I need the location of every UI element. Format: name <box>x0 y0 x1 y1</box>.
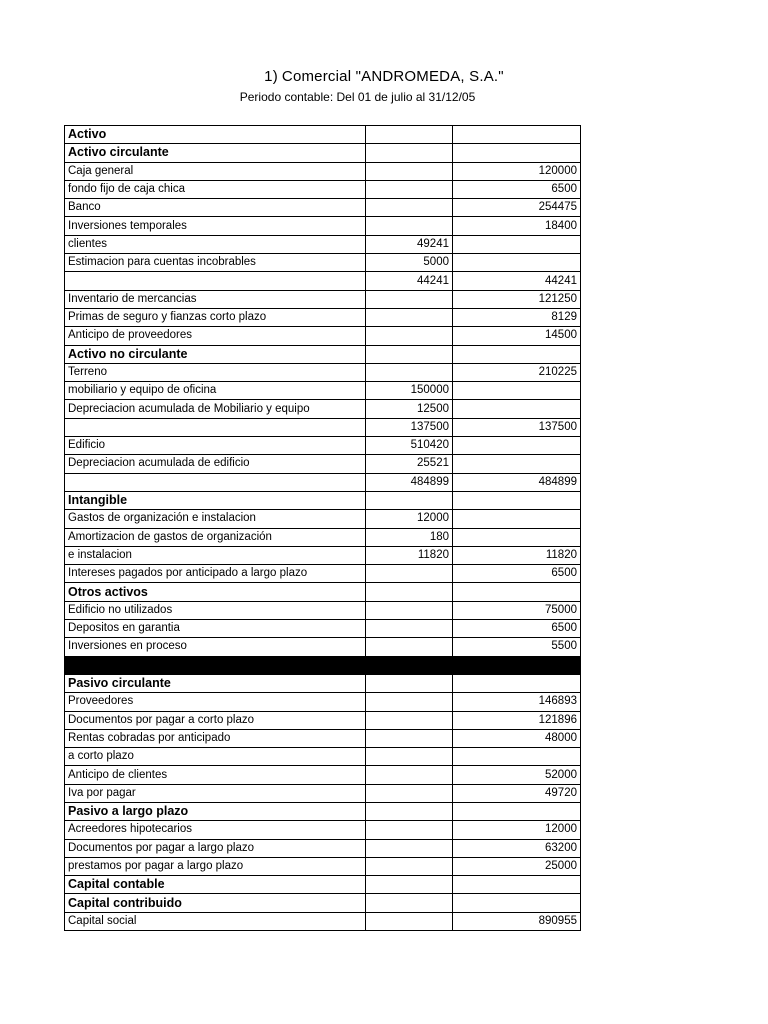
partial-amount-cell <box>366 308 453 326</box>
partial-amount-cell <box>366 620 453 638</box>
table-row <box>65 565 581 583</box>
partial-amount-cell <box>366 583 453 601</box>
total-amount-cell <box>453 894 581 912</box>
table-row <box>65 162 581 180</box>
table-row <box>65 400 581 418</box>
table-row <box>65 382 581 400</box>
account-name-cell: Depositos en garantia <box>65 620 366 638</box>
total-amount-cell: 12000 <box>453 821 581 839</box>
account-name-cell: Documentos por pagar a largo plazo <box>65 839 366 857</box>
account-name-cell: Rentas cobradas por anticipado <box>65 729 366 747</box>
table-row <box>65 601 581 619</box>
total-amount-cell <box>453 491 581 509</box>
partial-amount-cell <box>366 839 453 857</box>
partial-amount-cell: 150000 <box>366 382 453 400</box>
partial-amount-cell: 180 <box>366 528 453 546</box>
partial-amount-cell <box>366 199 453 217</box>
account-name-cell: Anticipo de clientes <box>65 766 366 784</box>
partial-amount-cell <box>366 711 453 729</box>
total-amount-cell: 210225 <box>453 363 581 381</box>
table-row <box>65 857 581 875</box>
total-amount-cell <box>453 674 581 692</box>
partial-amount-cell <box>366 821 453 839</box>
table-row <box>65 693 581 711</box>
total-amount-cell <box>453 254 581 272</box>
balance-sheet-body <box>65 126 581 931</box>
total-amount-cell: 63200 <box>453 839 581 857</box>
account-name-cell: Estimacion para cuentas incobrables <box>65 254 366 272</box>
table-row <box>65 455 581 473</box>
table-row <box>65 235 581 253</box>
table-row <box>65 821 581 839</box>
total-amount-cell <box>453 144 581 162</box>
account-name-cell: Pasivo circulante <box>65 674 366 692</box>
table-row <box>65 290 581 308</box>
partial-amount-cell: 5000 <box>366 254 453 272</box>
partial-amount-cell: 12000 <box>366 510 453 528</box>
table-row <box>65 711 581 729</box>
partial-amount-cell <box>366 144 453 162</box>
account-name-cell: Primas de seguro y fianzas corto plazo <box>65 308 366 326</box>
partial-amount-cell <box>366 162 453 180</box>
table-row <box>65 199 581 217</box>
total-amount-cell <box>453 382 581 400</box>
total-amount-cell: 121250 <box>453 290 581 308</box>
partial-amount-cell <box>366 565 453 583</box>
total-amount-cell: 146893 <box>453 693 581 711</box>
table-row <box>65 437 581 455</box>
partial-amount-cell: 484899 <box>366 473 453 491</box>
total-amount-cell: 49720 <box>453 784 581 802</box>
account-name-cell: Iva por pagar <box>65 784 366 802</box>
account-name-cell: Proveedores <box>65 693 366 711</box>
table-row <box>65 766 581 784</box>
partial-amount-cell: 49241 <box>366 235 453 253</box>
partial-amount-cell <box>366 290 453 308</box>
partial-amount-cell <box>366 180 453 198</box>
partial-amount-cell: 137500 <box>366 418 453 436</box>
table-row <box>65 308 581 326</box>
account-name-cell: Intangible <box>65 491 366 509</box>
partial-amount-cell <box>366 327 453 345</box>
total-amount-cell: 75000 <box>453 601 581 619</box>
table-row <box>65 620 581 638</box>
partial-amount-cell <box>366 363 453 381</box>
account-name-cell: Activo circulante <box>65 144 366 162</box>
partial-amount-cell <box>366 748 453 766</box>
account-name-cell: Caja general <box>65 162 366 180</box>
total-amount-cell <box>453 126 581 144</box>
total-amount-cell <box>453 583 581 601</box>
account-name-cell: clientes <box>65 235 366 253</box>
partial-amount-cell <box>366 729 453 747</box>
account-name-cell: Banco <box>65 199 366 217</box>
total-amount-cell: 48000 <box>453 729 581 747</box>
partial-amount-cell: 11820 <box>366 546 453 564</box>
partial-amount-cell: 12500 <box>366 400 453 418</box>
account-name-cell: Inventario de mercancias <box>65 290 366 308</box>
total-amount-cell: 52000 <box>453 766 581 784</box>
section-row <box>65 802 581 820</box>
total-amount-cell: 44241 <box>453 272 581 290</box>
partial-amount-cell <box>366 894 453 912</box>
table-row <box>65 418 581 436</box>
account-name-cell <box>65 473 366 491</box>
partial-amount-cell <box>366 601 453 619</box>
total-amount-cell <box>453 510 581 528</box>
account-name-cell: Capital social <box>65 912 366 930</box>
partial-amount-cell: 510420 <box>366 437 453 455</box>
partial-amount-cell <box>366 766 453 784</box>
total-amount-cell <box>453 528 581 546</box>
total-amount-cell <box>453 656 581 674</box>
table-row <box>65 839 581 857</box>
partial-amount-cell <box>366 345 453 363</box>
account-name-cell: Capital contable <box>65 876 366 894</box>
account-name-cell: Amortizacion de gastos de organización <box>65 528 366 546</box>
total-amount-cell <box>453 802 581 820</box>
partial-amount-cell <box>366 638 453 656</box>
total-amount-cell: 5500 <box>453 638 581 656</box>
total-amount-cell: 6500 <box>453 180 581 198</box>
account-name-cell: Inversiones en proceso <box>65 638 366 656</box>
section-row <box>65 894 581 912</box>
account-name-cell: Intereses pagados por anticipado a largo plazo <box>65 565 366 583</box>
partial-amount-cell <box>366 693 453 711</box>
table-row <box>65 254 581 272</box>
section-row <box>65 583 581 601</box>
total-amount-cell: 6500 <box>453 620 581 638</box>
total-amount-cell: 14500 <box>453 327 581 345</box>
total-amount-cell: 25000 <box>453 857 581 875</box>
total-amount-cell <box>453 400 581 418</box>
account-name-cell: Depreciacion acumulada de edificio <box>65 455 366 473</box>
partial-amount-cell: 44241 <box>366 272 453 290</box>
account-name-cell: Depreciacion acumulada de Mobiliario y equipo <box>65 400 366 418</box>
account-name-cell: Pasivo a largo plazo <box>65 802 366 820</box>
account-name-cell: Anticipo de proveedores <box>65 327 366 345</box>
table-row <box>65 363 581 381</box>
partial-amount-cell <box>366 656 453 674</box>
table-row <box>65 729 581 747</box>
account-name-cell: Capital contribuido <box>65 894 366 912</box>
account-name-cell: Terreno <box>65 363 366 381</box>
total-amount-cell <box>453 876 581 894</box>
account-name-cell: Edificio <box>65 437 366 455</box>
table-row <box>65 510 581 528</box>
partial-amount-cell <box>366 217 453 235</box>
account-name-cell: fondo fijo de caja chica <box>65 180 366 198</box>
account-name-cell: Activo <box>65 126 366 144</box>
table-row <box>65 784 581 802</box>
section-row <box>65 674 581 692</box>
partial-amount-cell <box>366 674 453 692</box>
account-name-cell: a corto plazo <box>65 748 366 766</box>
account-name-cell: Documentos por pagar a corto plazo <box>65 711 366 729</box>
table-row <box>65 217 581 235</box>
total-amount-cell: 11820 <box>453 546 581 564</box>
table-row <box>65 180 581 198</box>
partial-amount-cell: 25521 <box>366 455 453 473</box>
section-row <box>65 876 581 894</box>
section-row <box>65 144 581 162</box>
account-name-cell: Inversiones temporales <box>65 217 366 235</box>
account-name-cell: prestamos por pagar a largo plazo <box>65 857 366 875</box>
total-amount-cell <box>453 437 581 455</box>
total-amount-cell <box>453 345 581 363</box>
total-amount-cell: 121896 <box>453 711 581 729</box>
table-row <box>65 327 581 345</box>
account-name-cell: Activo no circulante <box>65 345 366 363</box>
total-amount-cell: 890955 <box>453 912 581 930</box>
accounting-period: Periodo contable: Del 01 de julio al 31/12/05 <box>239 90 476 104</box>
partial-amount-cell <box>366 491 453 509</box>
account-name-cell: e instalacion <box>65 546 366 564</box>
total-amount-cell: 18400 <box>453 217 581 235</box>
table-row <box>65 272 581 290</box>
account-name-cell <box>65 272 366 290</box>
total-amount-cell: 8129 <box>453 308 581 326</box>
partial-amount-cell <box>366 126 453 144</box>
account-name-cell <box>65 418 366 436</box>
title-number: 1) <box>264 68 278 85</box>
partial-amount-cell <box>366 912 453 930</box>
account-name-cell: Acreedores hipotecarios <box>65 821 366 839</box>
partial-amount-cell <box>366 802 453 820</box>
account-name-cell: Edificio no utilizados <box>65 601 366 619</box>
total-amount-cell: 484899 <box>453 473 581 491</box>
account-name-cell: Gastos de organización e instalacion <box>65 510 366 528</box>
table-row <box>65 546 581 564</box>
total-amount-cell: 254475 <box>453 199 581 217</box>
company-name: Comercial "ANDROMEDA, S.A." <box>281 68 504 85</box>
table-row <box>65 912 581 930</box>
total-amount-cell <box>453 455 581 473</box>
account-name-cell: mobiliario y equipo de oficina <box>65 382 366 400</box>
account-name-cell: Otros activos <box>65 583 366 601</box>
section-row <box>65 345 581 363</box>
partial-amount-cell <box>366 857 453 875</box>
partial-amount-cell <box>366 876 453 894</box>
total-amount-cell <box>453 748 581 766</box>
total-amount-cell: 6500 <box>453 565 581 583</box>
section-row <box>65 491 581 509</box>
table-row <box>65 638 581 656</box>
partial-amount-cell <box>366 784 453 802</box>
total-amount-cell: 120000 <box>453 162 581 180</box>
section-row <box>65 126 581 144</box>
table-row <box>65 748 581 766</box>
separator-row <box>65 656 581 674</box>
balance-sheet-table <box>64 125 581 931</box>
total-amount-cell <box>453 235 581 253</box>
account-name-cell <box>65 656 366 674</box>
table-row <box>65 528 581 546</box>
document-title <box>0 68 768 85</box>
table-row <box>65 473 581 491</box>
total-amount-cell: 137500 <box>453 418 581 436</box>
